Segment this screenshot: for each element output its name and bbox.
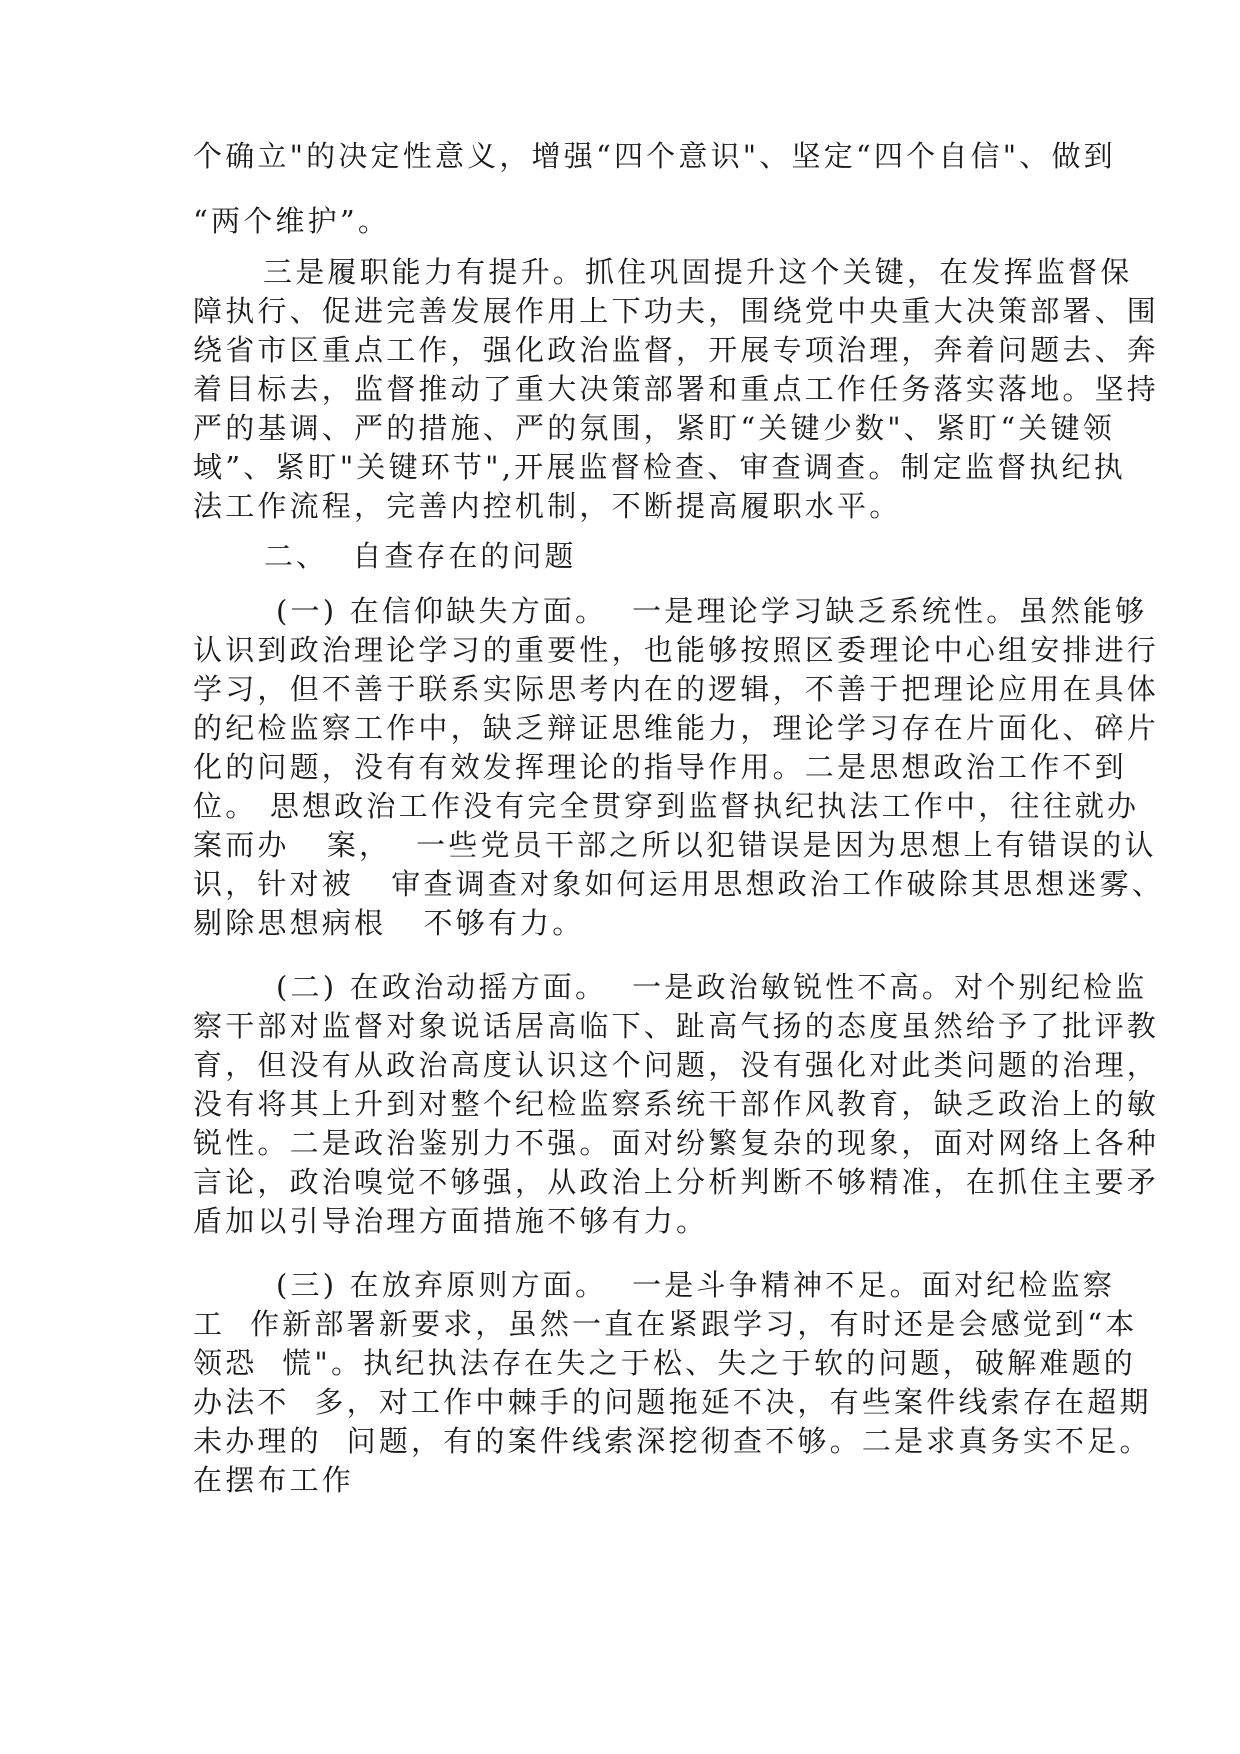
text-line-32: 在摆布工作 (193, 1463, 355, 1497)
text-line-13: 学习，但不善于联系实际思考内在的逻辑，不善于把理论应用在具体 (193, 672, 1160, 706)
paragraph-first-line: 三是履职能力有提升。抓住巩固提升这个关键，在发挥监督保 (263, 255, 1133, 289)
text-line-2: “两个维护”。 (193, 204, 391, 238)
text-line-28: 工 作新部署新要求，虽然一直在紧跟学习，有时还是会感觉到“本 (193, 1307, 1138, 1341)
text-line-30: 办法不 多，对工作中棘手的问题拖延不决，有些案件线索存在超期 (193, 1385, 1152, 1419)
text-line-15: 化的问题，没有有效发挥理论的指导作用。二是思想政治工作不到 (193, 750, 1127, 784)
text-line-26: 盾加以引导治理方面措施不够有力。 (193, 1204, 709, 1238)
text-line-23: 没有将其上升到对整个纪检监察系统干部作风教育，缺乏政治上的敏 (193, 1087, 1160, 1121)
text-line-18: 识，针对被 审查调查对象如何运用思想政治工作破除其思想迷雾、 (193, 867, 1165, 901)
text-line-24: 锐性。二是政治鉴别力不强。面对纷繁复杂的现象，面对网络上各种 (193, 1126, 1160, 1160)
text-line-31: 未办理的 问题，有的案件线索深挖彻查不够。二是求真务实不足。 (193, 1424, 1152, 1458)
paragraph-first-line: (二) 在政治动摇方面。 一是政治敏锐性不高。对个别纪检监 (276, 970, 1148, 1004)
text-line-6: 着目标去，监督推动了重大决策部署和重点工作任务落实落地。坚持 (193, 372, 1160, 406)
text-line-29: 领恐 慌"。执纪执法存在失之于松、失之于软的问题，破解难题的 (193, 1346, 1136, 1380)
section-heading: 二、 自查存在的问题 (264, 539, 577, 573)
text-line-25: 言论，政治嗅觉不够强，从政治上分析判断不够精准，在抓住主要矛 (193, 1165, 1160, 1199)
text-line-7: 严的基调、严的措施、严的氛围，紧盯“关键少数"、紧盯“关键领 (193, 411, 1115, 445)
text-line-19: 剔除思想病根 不够有力。 (193, 906, 585, 940)
text-line-22: 育，但没有从政治高度认识这个问题，没有强化对此类问题的治理， (193, 1048, 1160, 1082)
text-line-8: 域”、紧盯"关键环节",开展监督检查、审查调查。制定监督执纪执 (193, 450, 1126, 484)
text-line-21: 察干部对监督对象说话居高临下、趾高气扬的态度虽然给予了批评教 (193, 1009, 1160, 1043)
paragraph-first-line: (一) 在信仰缺失方面。 一是理论学习缺乏系统性。虽然能够 (276, 594, 1148, 628)
text-line-4: 障执行、促进完善发展作用上下功夫，围绕党中央重大决策部署、围 (193, 294, 1160, 328)
text-line-16: 位。 思想政治工作没有完全贯穿到监督执纪执法工作中，往往就办 (193, 789, 1140, 823)
text-line-1: 个确立"的决定性意义，增强“四个意识"、坚定“四个自信"、做到 (193, 139, 1116, 173)
text-line-9: 法工作流程，完善内控机制，不断提高履职水平。 (193, 489, 902, 523)
text-line-14: 的纪检监察工作中，缺乏辩证思维能力，理论学习存在片面化、碎片 (193, 711, 1160, 745)
paragraph-first-line: (三) 在放弃原则方面。 一是斗争精神不足。面对纪检监察 (276, 1268, 1116, 1302)
text-line-5: 绕省市区重点工作，强化政治监督，开展专项治理，奔着问题去、奔 (193, 333, 1160, 367)
text-line-17: 案而办 案， 一些党员干部之所以犯错误是因为思想上有错误的认 (193, 828, 1157, 862)
text-line-12: 认识到政治理论学习的重要性，也能够按照区委理论中心组安排进行 (193, 633, 1160, 667)
